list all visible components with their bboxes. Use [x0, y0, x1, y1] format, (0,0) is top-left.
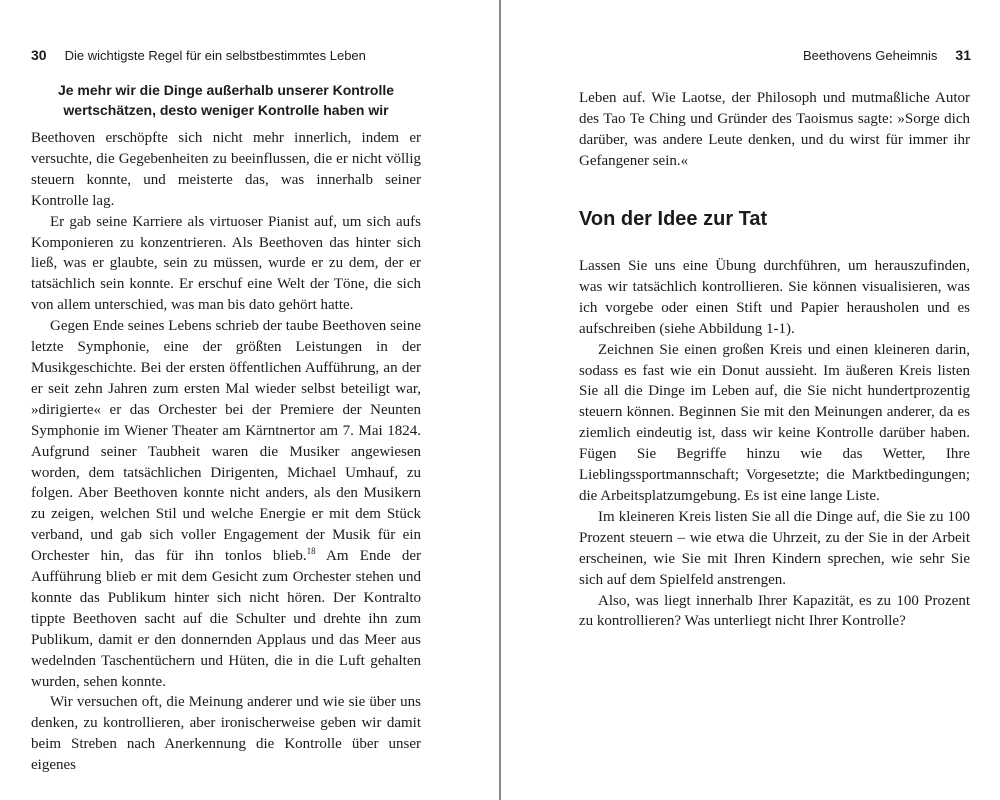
footnote-reference[interactable]: 18	[306, 546, 316, 557]
right-page	[501, 0, 1000, 800]
right-paragraph-4: Also, was liegt innerhalb Ihrer Kapazität, es zu 100 Prozent zu kontrollieren? Was unterliegt nicht Ihrer Kontrolle?	[579, 592, 970, 630]
left-paragraph-3-text: Gegen Ende seines Lebens schrieb der taube Beethoven seine letzte Symphonie, eine der größten Leistungen in der Musikgeschichte. Bei der ersten öffentlichen Aufführung, an der er seit zehn Jahren zum ersten Mal wieder selbst beteiligt war, »dirigierte« er das Orchester bei der Premiere der Neunten Symphonie im Wiener Theater am Kärntnertor am 7. Mai 1824. Aufgrund seiner Taubheit waren die Musiker angewiesen worden, dem tatsächlichen Dirigenten, Michael Umhauf, zu folgen. Aber Beethoven konnte nicht anders, als den Musikern zu zeigen, welchen Stil und welche Energie er mit dem Stück verband, und gab sich voller Engagement der Musik für ein Orchester hin, das für ihn tonlos blieb.	[31, 318, 421, 565]
right-continued-text	[579, 88, 970, 172]
left-running-head: Die wichtigste Regel für ein selbstbestimmtes Leben	[64, 48, 366, 63]
left-body-text	[31, 128, 421, 776]
left-paragraph-3-continuation: Am Ende der Aufführung blieb er mit dem Gesicht zum Orchester stehen und konnte das Publikum hinter sich nicht hören. Der Kontralto tippte Beethoven sacht auf die Schulter und drehte ihn zum Publikum, damit er den donnernden Applaus und das Meer aus wedelnden Taschentüchern und Hüten, die in die Luft gehalten wurden, sehen konnte.	[31, 548, 421, 690]
left-paragraph-1: Beethoven erschöpfte sich nicht mehr innerlich, indem er versuchte, die Gegebenheiten zu beeinflussen, die er nicht völlig steuern konnte, und meisterte das, was innerhalb seiner Kontrolle lag.	[31, 130, 421, 209]
right-running-header	[501, 47, 971, 63]
right-paragraph-3: Im kleineren Kreis listen Sie all die Dinge auf, die Sie zu 100 Prozent steuern – wie etwa die Uhrzeit, zu der Sie in der Arbeit erscheinen, wie Sie mit Ihren Kindern sprechen, wie sehr Sie sich auf dem Spielfeld anstrengen.	[579, 508, 970, 588]
section-title: Von der Idee zur Tat	[579, 208, 768, 230]
right-page-number: 31	[955, 47, 971, 63]
right-continued-paragraph: Leben auf. Wie Laotse, der Philosoph und mutmaßliche Autor des Tao Te Ching und Gründer des Taoismus sagte: »Sorge dich darüber, was andere Leute denken, und du wirst für immer ihr Gefangener sein.«	[579, 90, 970, 169]
left-subheading: Je mehr wir die Dinge außerhalb unserer Kontrolle wertschätzen, desto weniger Kontrolle haben wir	[57, 82, 395, 118]
left-paragraph-4: Wir versuchen oft, die Meinung anderer und wie sie über uns denken, zu kontrollieren, aber ironischerweise geben wir damit beim Streben nach Anerkennung die Kontrolle über unser eigenes	[31, 694, 421, 774]
right-paragraph-1: Lassen Sie uns eine Übung durchführen, um herauszufinden, was wir tatsächlich kontrollieren. Sie können visualisieren, was ich vorgebe oder einen Stift und Papier herausholen und es aufschreiben (siehe Abbildung 1-1).	[579, 258, 970, 337]
left-paragraph-2: Er gab seine Karriere als virtuoser Pianist auf, um sich aufs Komponieren zu konzentrieren. Als Beethoven das hinter sich ließ, was er glaubte, sein zu müssen, wurde er zu dem, der er tatsächlich sein konnte. Er erschuf eine Welt der Töne, die sich von allem unterschied, was man bis dato gehört hatte.	[31, 213, 421, 314]
left-running-header	[31, 47, 366, 63]
left-page-number: 30	[31, 47, 47, 63]
left-paragraph-3	[31, 316, 421, 692]
right-paragraph-2: Zeichnen Sie einen großen Kreis und einen kleineren darin, sodass es fast wie ein Donut aussieht. Im äußeren Kreis listen Sie all die Dinge im Leben auf, die Sie nicht hundertprozentig steuern können. Beginnen Sie mit den Meinungen anderer, da es ziemlich eindeutig ist, dass wir keine Kontrolle darüber haben. Fügen Sie Begriffe hinzu wie das Wetter, Ihre Lieblingssportmannschaft; Vorgesetzte; die Marktbedingungen; die Arbeitsplatzumgebung. Es ist eine lange Liste.	[579, 341, 970, 504]
right-running-head: Beethovens Geheimnis	[803, 48, 938, 63]
right-body-text	[579, 256, 970, 632]
